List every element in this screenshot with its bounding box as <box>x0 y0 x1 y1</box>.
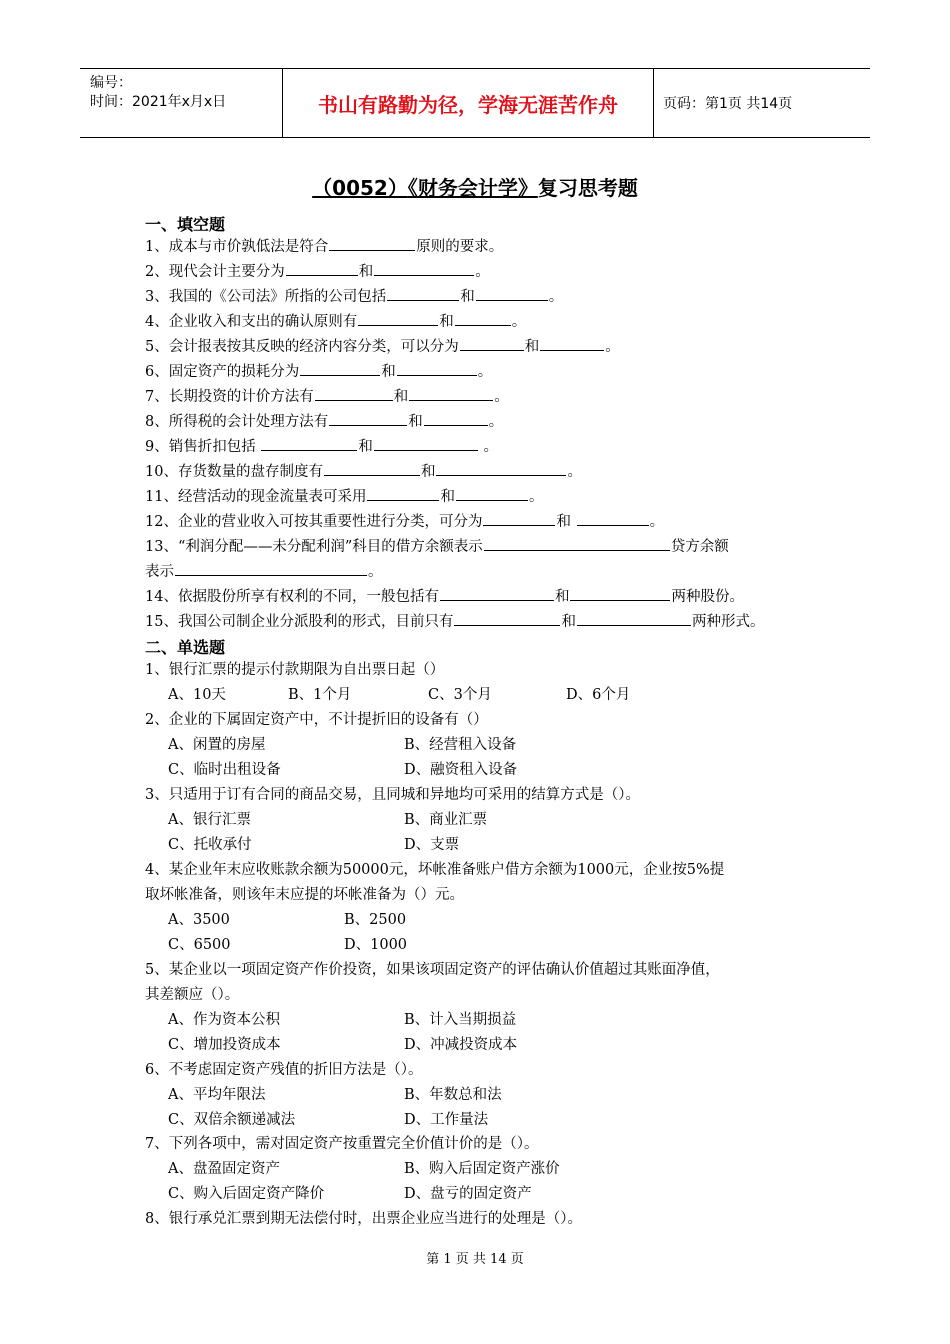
option-4c: C、6500 <box>168 937 231 953</box>
fill-question-3: 3、我国的《公司法》所指的公司包括 和 。 <box>145 286 563 307</box>
option-5b: B、计入当期损益 <box>404 1012 517 1028</box>
option-4b: B、2500 <box>344 912 407 928</box>
fill-question-12: 12、企业的营业收入可按其重要性进行分类，可分为 和 。 <box>145 511 664 532</box>
fill-question-10: 10、存货数量的盘存制度有 和 。 <box>145 461 582 482</box>
choice-question-3: 3、只适用于订有合同的商品交易，且同城和异地均可采用的结算方式是（）。 <box>145 787 640 803</box>
option-1b: B、1个月 <box>288 687 352 703</box>
option-7d: D、盘亏的固定资产 <box>404 1186 532 1202</box>
fill-question-5: 5、会计报表按其反映的经济内容分类，可以分为 和 。 <box>145 336 620 357</box>
option-7c: C、购入后固定资产降价 <box>168 1186 325 1202</box>
option-3a: A、银行汇票 <box>168 812 251 828</box>
option-3d: D、支票 <box>404 837 460 853</box>
section-heading-fill: 一、填空题 <box>145 215 226 234</box>
option-1c: C、3个月 <box>428 687 492 703</box>
header-meta <box>80 69 282 137</box>
choice-question-1: 1、银行汇票的提示付款期限为自出票日起（） <box>145 662 445 678</box>
option-6d: D、工作量法 <box>404 1112 489 1128</box>
fill-question-8: 8、所得税的会计处理方法有 和 。 <box>145 411 503 432</box>
fill-question-9: 9、销售折扣包括 和 。 <box>145 436 498 457</box>
choice-question-7: 7、下列各项中，需对固定资产按重置完全价值计价的是（）。 <box>145 1136 539 1152</box>
option-5a: A、作为资本公积 <box>168 1012 280 1028</box>
fill-question-15: 15、我国公司制企业分派股利的形式，目前只有 和 两种形式。 <box>145 611 764 632</box>
option-1a: A、10天 <box>168 687 226 703</box>
title-name: 《财务会计学》 <box>407 176 538 200</box>
choice-question-4: 4、某企业年末应收账款余额为50000元，坏帐准备账户借方余额为1000元，企业按5%提 <box>145 862 725 878</box>
option-2b: B、经营租入设备 <box>404 737 517 753</box>
option-5c: C、增加投资成本 <box>168 1037 281 1053</box>
option-5d: D、冲减投资成本 <box>404 1037 518 1053</box>
motto: 书山有路勤为径，学海无涯苦作舟 <box>282 69 654 137</box>
option-6b: B、年数总和法 <box>404 1087 502 1103</box>
option-6c: C、双倍余额递减法 <box>168 1112 296 1128</box>
date-label: 时间：2021年x月x日 <box>90 94 227 110</box>
title-suffix: 复习思考题 <box>537 176 638 200</box>
title-code: （0052） <box>312 176 408 200</box>
fill-question-1: 1、成本与市价孰低法是符合 原则的要求。 <box>145 236 503 257</box>
choice-question-5: 5、某企业以一项固定资产作价投资，如果该项固定资产的评估确认价值超过其账面净值， <box>145 962 720 978</box>
option-3c: C、托收承付 <box>168 837 252 853</box>
page-header <box>80 68 870 138</box>
fill-question-14: 14、依据股份所享有权利的不同，一般包括有 和 两种股份。 <box>145 586 744 607</box>
choice-question-4-cont: 取坏帐准备，则该年末应提的坏帐准备为（）元。 <box>145 887 464 903</box>
fill-question-2: 2、现代会计主要分为 和 。 <box>145 261 490 282</box>
fill-question-11: 11、经营活动的现金流量表可采用 和 。 <box>145 486 543 507</box>
fill-question-13: 13、“利润分配——未分配利润”科目的借方余额表示 贷方余额 <box>145 536 729 557</box>
option-7b: B、购入后固定资产涨价 <box>404 1161 560 1177</box>
page-footer: 第 1 页 共 14 页 <box>426 1252 524 1267</box>
option-2a: A、闲置的房屋 <box>168 737 266 753</box>
fill-question-6: 6、固定资产的损耗分为 和 。 <box>145 361 492 382</box>
number-label: 编号： <box>90 75 132 91</box>
option-1d: D、6个月 <box>566 687 631 703</box>
fill-question-4: 4、企业收入和支出的确认原则有 和 。 <box>145 311 526 332</box>
page-info: 页码：第1页 共14页 <box>663 96 793 112</box>
choice-question-2: 2、企业的下属固定资产中，不计提折旧的设备有（） <box>145 712 488 728</box>
fill-question-13-cont: 表示 。 <box>145 561 383 582</box>
choice-question-8: 8、银行承兑汇票到期无法偿付时，出票企业应当进行的处理是（）。 <box>145 1211 582 1227</box>
option-4a: A、3500 <box>168 912 230 928</box>
option-3b: B、商业汇票 <box>404 812 488 828</box>
fill-question-7: 7、长期投资的计价方法有 和 。 <box>145 386 509 407</box>
option-2c: C、临时出租设备 <box>168 762 281 778</box>
option-2d: D、融资租入设备 <box>404 762 518 778</box>
option-6a: A、平均年限法 <box>168 1087 266 1103</box>
option-4d: D、1000 <box>344 937 408 953</box>
choice-question-5-cont: 其差额应（）。 <box>145 987 240 1003</box>
option-7a: A、盘盈固定资产 <box>168 1161 280 1177</box>
section-heading-choice: 二、单选题 <box>145 638 226 657</box>
document-title <box>0 172 950 201</box>
choice-question-6: 6、不考虑固定资产残值的折旧方法是（）。 <box>145 1062 423 1078</box>
